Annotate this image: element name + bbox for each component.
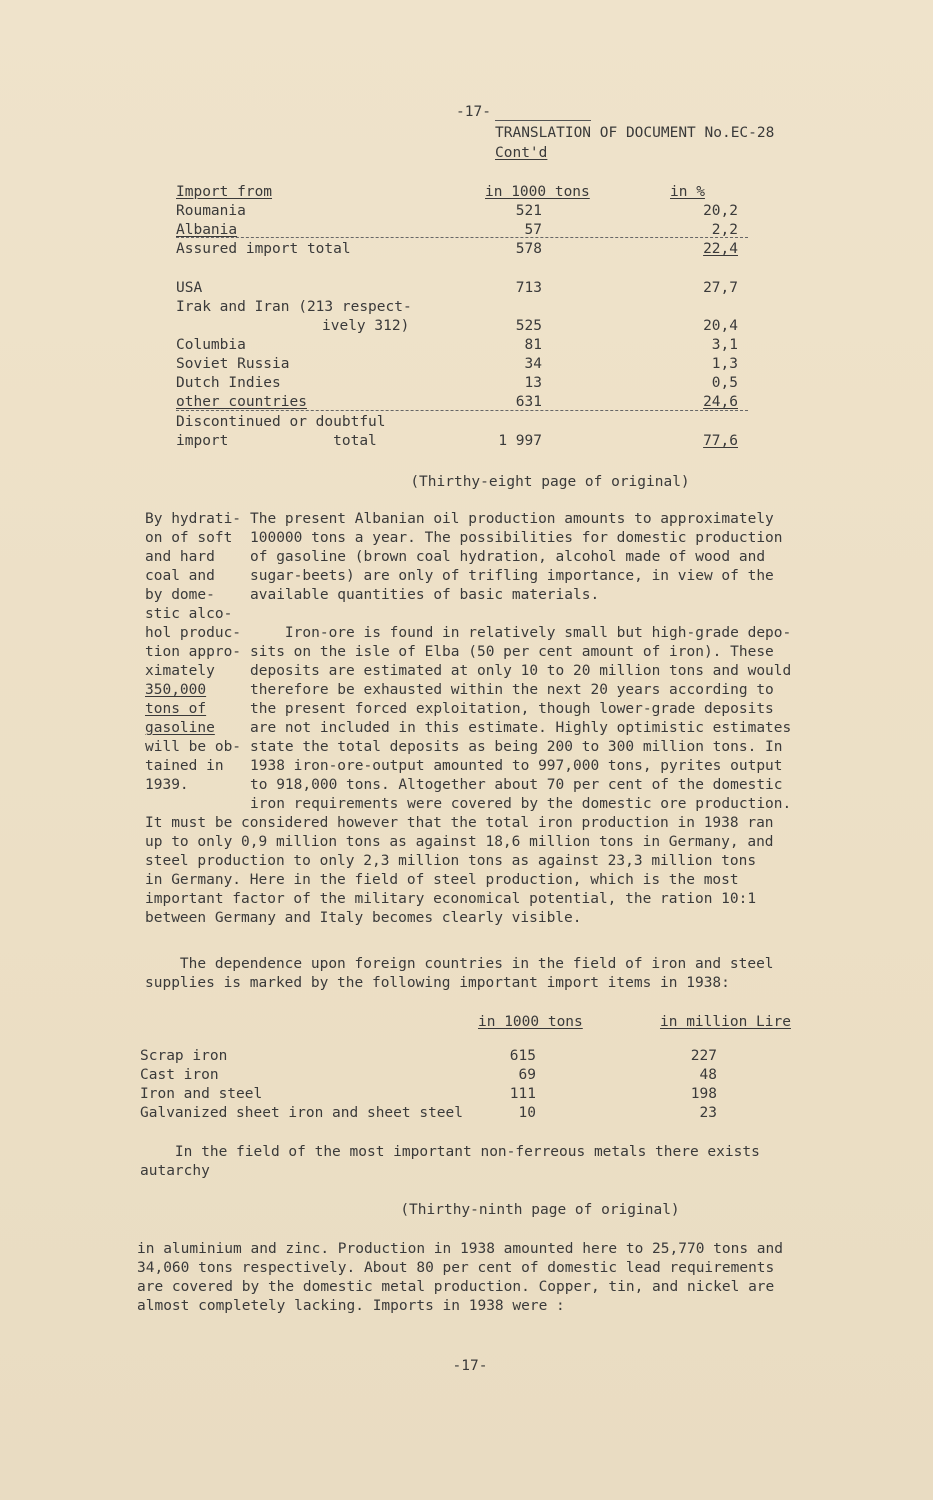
table-row-name: import total <box>176 433 377 449</box>
table-row-pct: 1,3 <box>711 356 738 372</box>
table-row-tons: 57 <box>524 222 542 238</box>
page-note: (Thirthy-ninth page of original) <box>400 1202 680 1218</box>
document-title: TRANSLATION OF DOCUMENT No.EC-28 <box>495 125 775 141</box>
table-row-tons: 578 <box>515 241 542 257</box>
page-number-bottom: -17- <box>452 1358 488 1374</box>
table-row-tons: 34 <box>524 356 542 372</box>
table-row-tons: 10 <box>518 1105 536 1121</box>
table-row-pct: 2,2 <box>711 222 738 238</box>
table-row-lire: 23 <box>699 1105 717 1121</box>
table-row-pct: 0,5 <box>711 375 738 391</box>
table-row-tons: 615 <box>509 1048 536 1064</box>
table-row-pct: 77,6 <box>703 433 738 449</box>
table-row-name: ively 312) <box>322 318 410 334</box>
table-row-tons: 631 <box>515 394 542 410</box>
table-row-name: Discontinued or doubtful <box>176 414 386 430</box>
table-row-tons: 521 <box>515 203 542 219</box>
page-number-top: -17- <box>456 104 491 120</box>
page-note: (Thirthy-eight page of original) <box>410 474 690 490</box>
table-row-lire: 48 <box>699 1067 717 1083</box>
table-row-tons: 111 <box>509 1086 536 1102</box>
table-row-lire: 198 <box>690 1086 717 1102</box>
import-table-col-country: Import from <box>176 184 273 200</box>
table-divider <box>176 237 748 238</box>
continued-label: Cont'd <box>495 145 548 161</box>
table-row-name: other countries <box>176 394 307 410</box>
table-row-tons: 81 <box>524 337 542 353</box>
table-row-lire: 227 <box>690 1048 717 1064</box>
table-row-name: USA <box>176 280 203 296</box>
import-table-col-tons: in 1000 tons <box>485 184 590 200</box>
table-divider <box>176 410 748 411</box>
table-row-name: Assured import total <box>176 241 351 257</box>
import-table-col-pct: in % <box>670 184 705 200</box>
table-row-tons: 1 997 <box>498 433 542 449</box>
table-row-pct: 24,6 <box>703 394 738 410</box>
header-rule <box>495 120 591 121</box>
table-row-name: Cast iron <box>140 1067 219 1083</box>
table-row-tons: 525 <box>515 318 542 334</box>
document-page: -17- TRANSLATION OF DOCUMENT No.EC-28 Cont'd Import from in 1000 tons in % Roumania 521 20,2 Albania 57 2,2 Assured import total 578 22,4 USA 713 27,7 Irak and Iran (213 respect- ively 312) 525 20,4 Columbia 81 3,1 Soviet Russia 34 1,3 Dutch Indies 13 0,5 other countries 631 24,6 Discontinued or doubtful import total 1 997 77,6 (Thirthy-eight page of original) By hydrati- on of soft and hard coal and by dome- stic alco- hol produc- tion appro- ximately 350,000 tons of gasoline will be ob- tained in 1939. The present Albanian oil production amounts to approximately 100000 tons a year. The possibilities for domestic production of gasoline (brown coal hydration, alcohol made of wood and sugar-beets) are only of trifling importance, in view of the available quantities of basic materials. Iron-ore is found in relatively small but high-grade depo- sits on the isle of Elba (50 per cent amount of iron). These deposits are estimated at only 10 to 20 million tons and would therefore be exhausted within the next 20 years according to the present forced exploitation, though lower-grade deposits are not included in this estimate. Highly optimistic estimates state the total deposits as being 200 to 300 million tons. In 1938 iron-ore-output amounted to 997,000 tons, pyrites output to 918,000 tons. Altogether about 70 per cent of the domestic iron requirements were covered by the domestic ore production. It must be considered however that the total iron production in 1938 ran up to only 0,9 million tons as against 18,6 million tons in Germany, and steel production to only 2,3 million tons as against 23,3 million tons in Germany. Here in the field of steel production, which is the most important factor of the military economical potential, the ration 10:1 between Germany and Italy becomes clearly visible. The dependence upon foreign countries in the field of iron and steel supplies is marked by the following important import items in 1938: in 1000 tons in million Lire Scrap iron 615 227 Cast iron 69 48 Iron and steel 111 198 Galvanized sheet iron and sheet steel 10 23 In the field of the most important non-ferreous metals there exists autarchy (Thirthy-ninth page of original) in aluminium and zinc. Production in 1938 amounted here to 25,770 tons and 34,060 tons respectively. About 80 per cent of domestic lead requirements are covered by the domestic metal production. Copper, tin, and nickel are almost completely lacking. Imports in 1938 were : -17- <box>0 0 933 1500</box>
table-row-name: Galvanized sheet iron and sheet steel <box>140 1105 464 1121</box>
table-row-name: Roumania <box>176 203 246 219</box>
table-row-tons: 13 <box>524 375 542 391</box>
table-row-pct: 20,4 <box>703 318 738 334</box>
table-row-name: Albania <box>176 222 238 238</box>
iron-table-col-tons: in 1000 tons <box>478 1014 583 1030</box>
table-row-name: Soviet Russia <box>176 356 290 372</box>
table-row-name: Irak and Iran (213 respect- <box>176 299 412 315</box>
iron-table-col-lire: in million Lire <box>660 1014 791 1030</box>
table-row-pct: 20,2 <box>703 203 738 219</box>
table-row-name: Iron and steel <box>140 1086 263 1102</box>
table-row-pct: 27,7 <box>703 280 738 296</box>
table-row-name: Dutch Indies <box>176 375 281 391</box>
table-row-pct: 3,1 <box>711 337 738 353</box>
table-row-name: Scrap iron <box>140 1048 228 1064</box>
table-row-name: Columbia <box>176 337 246 353</box>
table-row-pct: 22,4 <box>703 241 738 257</box>
table-row-tons: 713 <box>515 280 542 296</box>
table-row-tons: 69 <box>518 1067 536 1083</box>
